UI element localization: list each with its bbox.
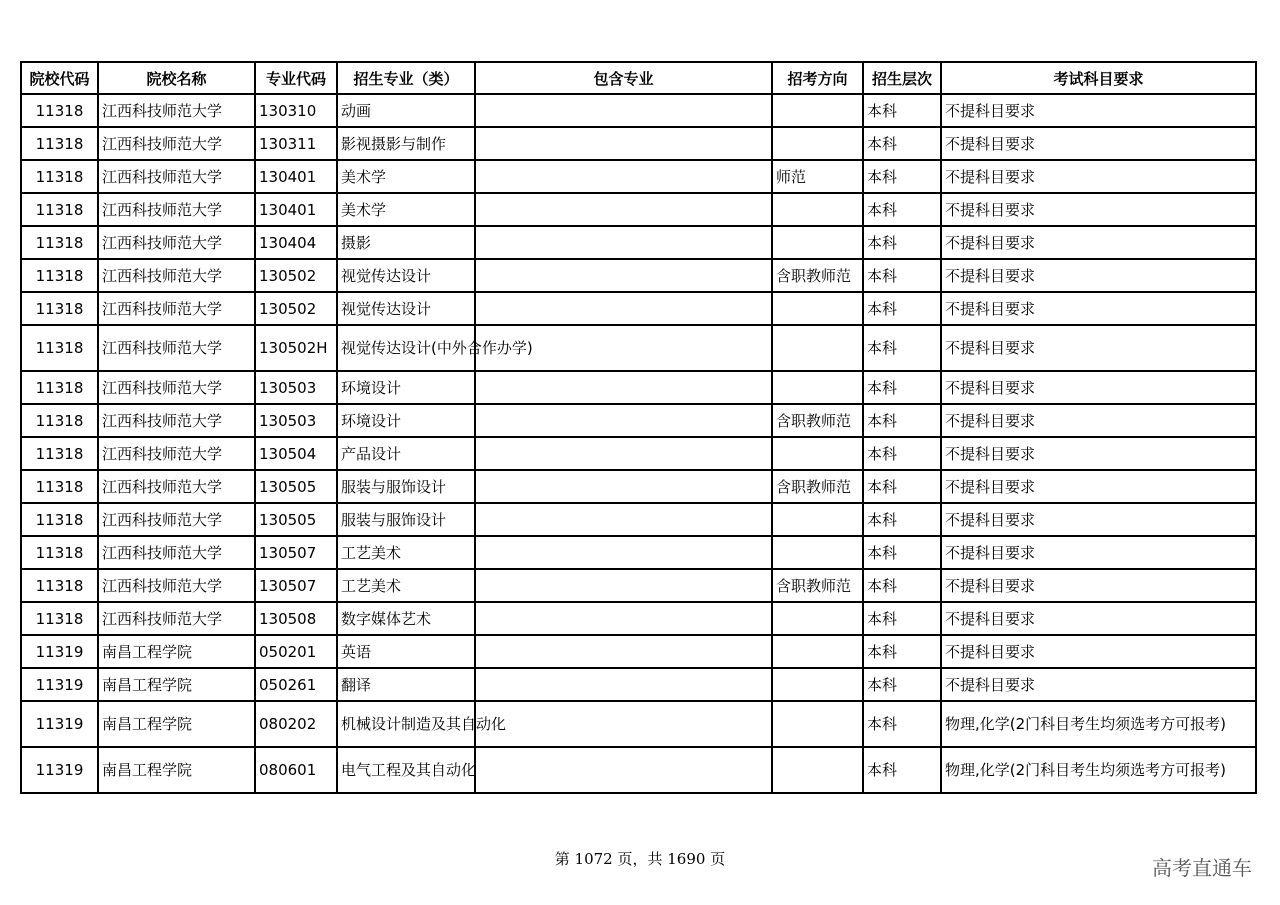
cell-school-code: 11318 (21, 602, 98, 635)
cell-direction: 含职教师范 (772, 470, 863, 503)
cell-school-name: 江西科技师范大学 (98, 94, 255, 127)
cell-subject-requirement: 物理,化学(2门科目考生均须选考方可报考) (941, 701, 1256, 747)
cell-direction: 含职教师范 (772, 404, 863, 437)
cell-level: 本科 (863, 160, 941, 193)
cell-level: 本科 (863, 325, 941, 371)
cell-major-code: 050261 (255, 668, 337, 701)
cell-level: 本科 (863, 404, 941, 437)
table-row (21, 602, 1256, 635)
cell-school-code: 11318 (21, 569, 98, 602)
cell-included-majors (475, 470, 772, 503)
cell-major-code: 050201 (255, 635, 337, 668)
cell-school-code: 11318 (21, 127, 98, 160)
cell-major: 环境设计 (337, 371, 475, 404)
cell-major: 美术学 (337, 193, 475, 226)
cell-major-code: 130502H (255, 325, 337, 371)
table-row (21, 94, 1256, 127)
cell-major-code: 130505 (255, 503, 337, 536)
cell-school-code: 11318 (21, 259, 98, 292)
cell-subject-requirement: 不提科目要求 (941, 569, 1256, 602)
cell-school-name: 江西科技师范大学 (98, 226, 255, 259)
cell-major: 视觉传达设计 (337, 292, 475, 325)
cell-included-majors (475, 602, 772, 635)
table-body (21, 94, 1256, 793)
cell-major: 环境设计 (337, 404, 475, 437)
cell-direction (772, 701, 863, 747)
cell-school-code: 11318 (21, 292, 98, 325)
table-row (21, 569, 1256, 602)
page-number: 第 1072 页，共 1690 页 (554, 850, 726, 868)
cell-major: 工艺美术 (337, 569, 475, 602)
cell-subject-requirement: 不提科目要求 (941, 292, 1256, 325)
cell-major: 翻译 (337, 668, 475, 701)
cell-school-code: 11318 (21, 371, 98, 404)
cell-major-code: 130507 (255, 536, 337, 569)
cell-major-code: 080202 (255, 701, 337, 747)
cell-school-name: 江西科技师范大学 (98, 371, 255, 404)
cell-major: 摄影 (337, 226, 475, 259)
cell-subject-requirement: 不提科目要求 (941, 602, 1256, 635)
cell-major-code: 130404 (255, 226, 337, 259)
cell-direction: 含职教师范 (772, 569, 863, 602)
cell-level: 本科 (863, 259, 941, 292)
cell-school-code: 11318 (21, 437, 98, 470)
cell-school-code: 11318 (21, 325, 98, 371)
cell-level: 本科 (863, 94, 941, 127)
header-major-code: 专业代码 (255, 62, 337, 94)
cell-level: 本科 (863, 747, 941, 793)
cell-included-majors (475, 259, 772, 292)
cell-level: 本科 (863, 193, 941, 226)
cell-direction (772, 668, 863, 701)
cell-level: 本科 (863, 668, 941, 701)
cell-direction (772, 371, 863, 404)
cell-level: 本科 (863, 127, 941, 160)
cell-school-code: 11318 (21, 160, 98, 193)
cell-direction (772, 193, 863, 226)
cell-subject-requirement: 不提科目要求 (941, 325, 1256, 371)
cell-level: 本科 (863, 701, 941, 747)
cell-major: 服装与服饰设计 (337, 470, 475, 503)
enrollment-table (20, 61, 1257, 794)
cell-included-majors (475, 503, 772, 536)
cell-school-name: 江西科技师范大学 (98, 503, 255, 536)
cell-school-code: 11319 (21, 747, 98, 793)
cell-included-majors (475, 701, 772, 747)
cell-major: 美术学 (337, 160, 475, 193)
cell-major-code: 130503 (255, 404, 337, 437)
cell-subject-requirement: 不提科目要求 (941, 668, 1256, 701)
header-major: 招生专业（类） (337, 62, 475, 94)
cell-direction (772, 127, 863, 160)
cell-major-code: 130310 (255, 94, 337, 127)
cell-major: 视觉传达设计(中外合作办学) (337, 325, 475, 371)
cell-school-code: 11318 (21, 94, 98, 127)
cell-included-majors (475, 94, 772, 127)
cell-included-majors (475, 747, 772, 793)
cell-direction: 含职教师范 (772, 259, 863, 292)
cell-major: 产品设计 (337, 437, 475, 470)
cell-major-code: 080601 (255, 747, 337, 793)
cell-included-majors (475, 635, 772, 668)
cell-school-code: 11318 (21, 503, 98, 536)
header-direction: 招考方向 (772, 62, 863, 94)
cell-school-code: 11318 (21, 470, 98, 503)
cell-school-name: 江西科技师范大学 (98, 127, 255, 160)
header-school-name: 院校名称 (98, 62, 255, 94)
cell-major-code: 130401 (255, 160, 337, 193)
cell-major: 动画 (337, 94, 475, 127)
cell-major: 视觉传达设计 (337, 259, 475, 292)
table-row (21, 747, 1256, 793)
table-row (21, 226, 1256, 259)
cell-included-majors (475, 160, 772, 193)
table-row (21, 371, 1256, 404)
cell-level: 本科 (863, 503, 941, 536)
cell-included-majors (475, 569, 772, 602)
cell-major: 机械设计制造及其自动化 (337, 701, 475, 747)
cell-school-name: 南昌工程学院 (98, 668, 255, 701)
cell-included-majors (475, 226, 772, 259)
cell-major: 数字媒体艺术 (337, 602, 475, 635)
table-row (21, 470, 1256, 503)
table-row (21, 127, 1256, 160)
cell-school-code: 11319 (21, 668, 98, 701)
header-level: 招生层次 (863, 62, 941, 94)
cell-level: 本科 (863, 226, 941, 259)
cell-level: 本科 (863, 602, 941, 635)
cell-major: 工艺美术 (337, 536, 475, 569)
cell-direction (772, 292, 863, 325)
cell-direction (772, 503, 863, 536)
cell-school-name: 江西科技师范大学 (98, 160, 255, 193)
cell-direction (772, 747, 863, 793)
cell-school-name: 江西科技师范大学 (98, 404, 255, 437)
cell-major: 影视摄影与制作 (337, 127, 475, 160)
cell-included-majors (475, 404, 772, 437)
cell-subject-requirement: 不提科目要求 (941, 193, 1256, 226)
cell-major-code: 130401 (255, 193, 337, 226)
cell-included-majors (475, 292, 772, 325)
header-included-majors: 包含专业 (475, 62, 772, 94)
table-row (21, 437, 1256, 470)
cell-major-code: 130504 (255, 437, 337, 470)
table-row (21, 292, 1256, 325)
cell-level: 本科 (863, 569, 941, 602)
cell-direction (772, 635, 863, 668)
cell-major-code: 130311 (255, 127, 337, 160)
cell-school-name: 江西科技师范大学 (98, 259, 255, 292)
cell-subject-requirement: 不提科目要求 (941, 503, 1256, 536)
cell-subject-requirement: 不提科目要求 (941, 127, 1256, 160)
cell-subject-requirement: 物理,化学(2门科目考生均须选考方可报考) (941, 747, 1256, 793)
cell-level: 本科 (863, 437, 941, 470)
table-row (21, 503, 1256, 536)
cell-subject-requirement: 不提科目要求 (941, 437, 1256, 470)
cell-school-name: 江西科技师范大学 (98, 470, 255, 503)
cell-included-majors (475, 127, 772, 160)
cell-direction: 师范 (772, 160, 863, 193)
cell-school-code: 11318 (21, 226, 98, 259)
cell-school-name: 南昌工程学院 (98, 747, 255, 793)
cell-school-code: 11318 (21, 193, 98, 226)
header-school-code: 院校代码 (21, 62, 98, 94)
cell-subject-requirement: 不提科目要求 (941, 635, 1256, 668)
cell-included-majors (475, 668, 772, 701)
cell-major: 服装与服饰设计 (337, 503, 475, 536)
table-row (21, 325, 1256, 371)
cell-school-name: 南昌工程学院 (98, 701, 255, 747)
watermark-logo-text: 高考直通车 (1152, 856, 1252, 880)
cell-subject-requirement: 不提科目要求 (941, 404, 1256, 437)
table-row (21, 160, 1256, 193)
cell-school-name: 江西科技师范大学 (98, 325, 255, 371)
cell-school-code: 11318 (21, 536, 98, 569)
table-row (21, 701, 1256, 747)
cell-subject-requirement: 不提科目要求 (941, 470, 1256, 503)
cell-included-majors (475, 371, 772, 404)
cell-school-code: 11318 (21, 404, 98, 437)
header-subject-requirement: 考试科目要求 (941, 62, 1256, 94)
cell-subject-requirement: 不提科目要求 (941, 160, 1256, 193)
cell-direction (772, 602, 863, 635)
cell-school-name: 江西科技师范大学 (98, 292, 255, 325)
cell-major-code: 130502 (255, 292, 337, 325)
cell-major-code: 130507 (255, 569, 337, 602)
cell-level: 本科 (863, 635, 941, 668)
cell-direction (772, 226, 863, 259)
table-header-row (21, 62, 1256, 94)
table-row (21, 635, 1256, 668)
table-row (21, 404, 1256, 437)
table-row (21, 193, 1256, 226)
cell-level: 本科 (863, 536, 941, 569)
table-row (21, 668, 1256, 701)
cell-included-majors (475, 536, 772, 569)
cell-subject-requirement: 不提科目要求 (941, 371, 1256, 404)
cell-included-majors (475, 437, 772, 470)
cell-direction (772, 536, 863, 569)
cell-direction (772, 94, 863, 127)
cell-school-name: 江西科技师范大学 (98, 602, 255, 635)
cell-major-code: 130505 (255, 470, 337, 503)
cell-level: 本科 (863, 470, 941, 503)
cell-direction (772, 325, 863, 371)
cell-major: 电气工程及其自动化 (337, 747, 475, 793)
cell-school-code: 11319 (21, 635, 98, 668)
cell-major-code: 130503 (255, 371, 337, 404)
cell-level: 本科 (863, 292, 941, 325)
cell-school-name: 南昌工程学院 (98, 635, 255, 668)
cell-included-majors (475, 193, 772, 226)
cell-school-name: 江西科技师范大学 (98, 536, 255, 569)
table-row (21, 536, 1256, 569)
cell-subject-requirement: 不提科目要求 (941, 536, 1256, 569)
cell-major: 英语 (337, 635, 475, 668)
cell-school-name: 江西科技师范大学 (98, 569, 255, 602)
cell-school-name: 江西科技师范大学 (98, 437, 255, 470)
cell-major-code: 130502 (255, 259, 337, 292)
cell-level: 本科 (863, 371, 941, 404)
cell-subject-requirement: 不提科目要求 (941, 226, 1256, 259)
table-row (21, 259, 1256, 292)
cell-school-code: 11319 (21, 701, 98, 747)
cell-school-name: 江西科技师范大学 (98, 193, 255, 226)
cell-subject-requirement: 不提科目要求 (941, 94, 1256, 127)
cell-direction (772, 437, 863, 470)
cell-subject-requirement: 不提科目要求 (941, 259, 1256, 292)
cell-major-code: 130508 (255, 602, 337, 635)
